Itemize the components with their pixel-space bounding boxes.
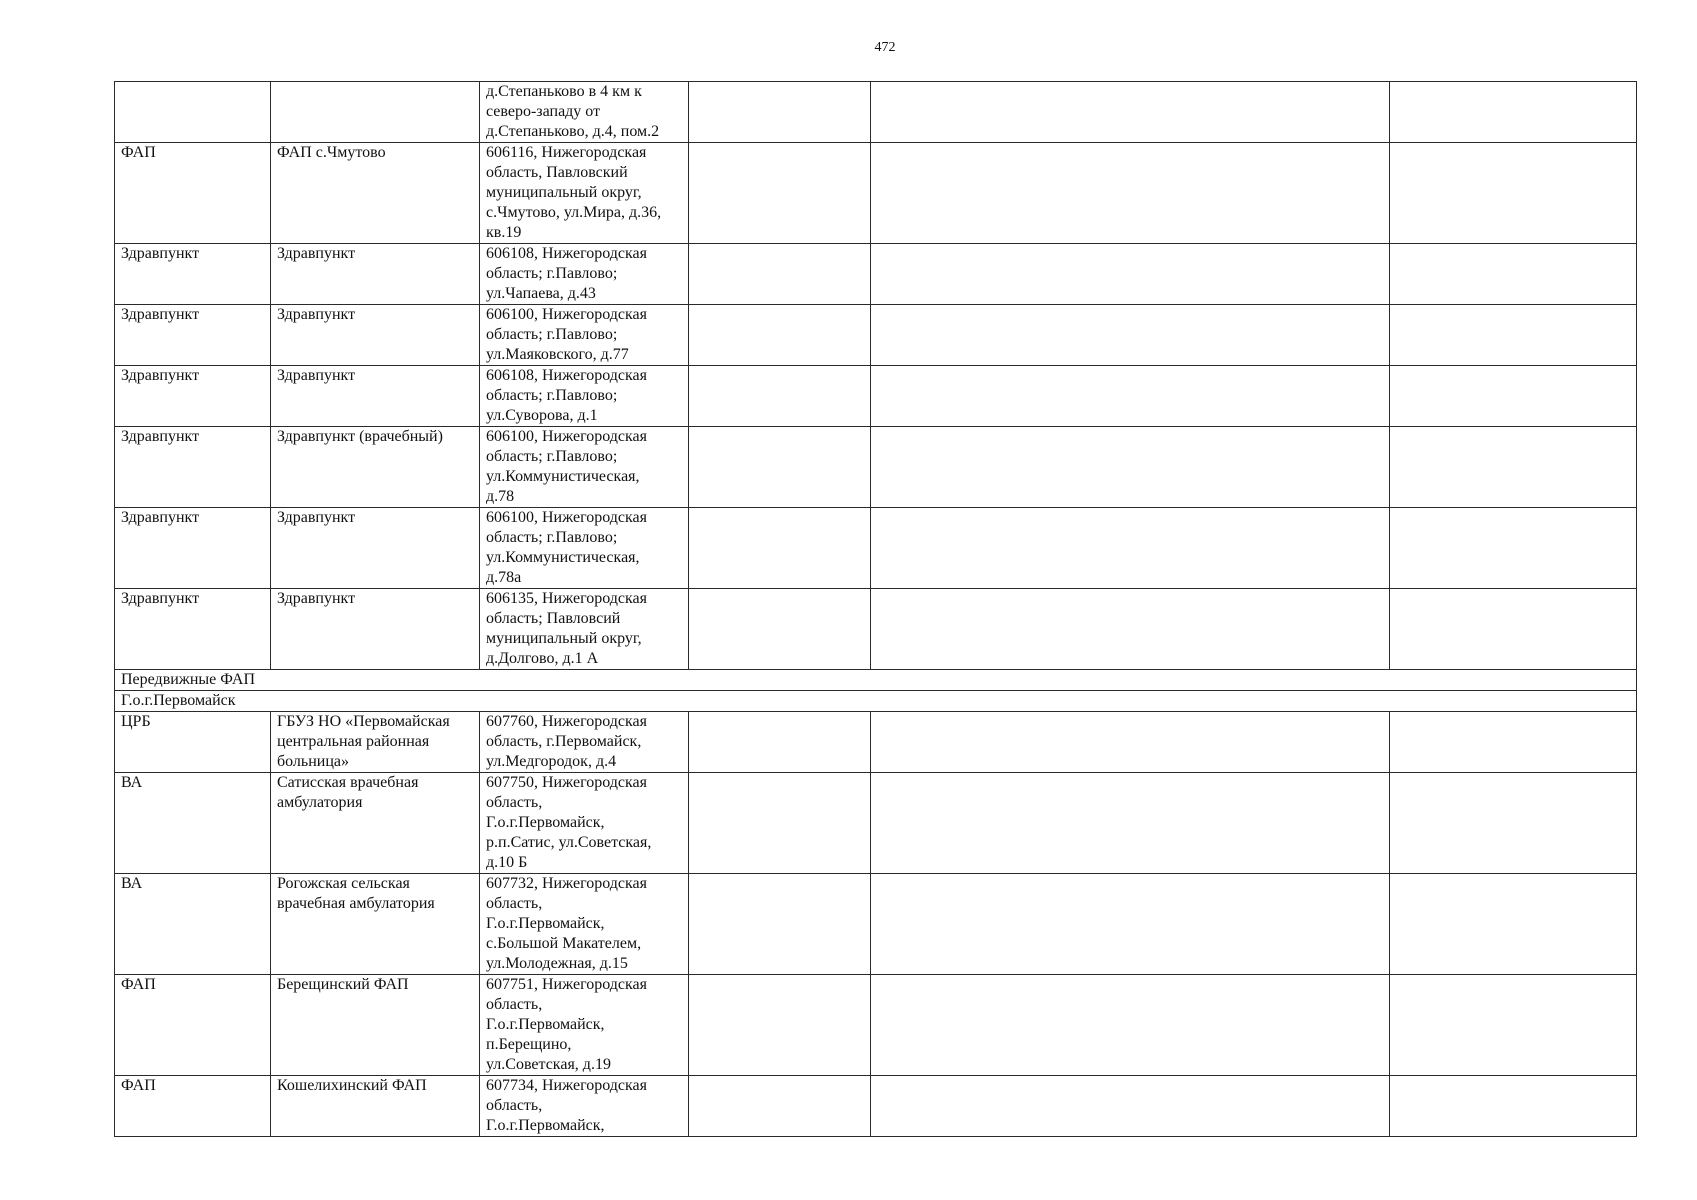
- facility-address-cell: 606135, Нижегородская область; Павловсий муниципальный округ, д.Долгово, д.1 А: [480, 589, 689, 670]
- empty-cell: [1390, 1076, 1637, 1137]
- empty-cell: [1390, 508, 1637, 589]
- table-row: [115, 975, 1637, 1076]
- facility-address-cell: 606100, Нижегородская область; г.Павлово; ул.Маяковского, д.77: [480, 305, 689, 366]
- table-row: [115, 589, 1637, 670]
- section-title: Передвижные ФАП: [115, 670, 1637, 691]
- table-row: [115, 712, 1637, 773]
- empty-cell: [1390, 143, 1637, 244]
- empty-cell: [1390, 244, 1637, 305]
- facility-address-cell: 606108, Нижегородская область; г.Павлово; ул.Чапаева, д.43: [480, 244, 689, 305]
- facility-type-cell: Здравпункт: [115, 244, 271, 305]
- facility-address-cell: 607750, Нижегородская область, Г.о.г.Первомайск, р.п.Сатис, ул.Советская, д.10 Б: [480, 773, 689, 874]
- facility-address-cell: 606108, Нижегородская область; г.Павлово; ул.Суворова, д.1: [480, 366, 689, 427]
- facility-type-cell: ВА: [115, 874, 271, 975]
- facility-address-cell: 607751, Нижегородская область, Г.о.г.Первомайск, п.Берещино, ул.Советская, д.19: [480, 975, 689, 1076]
- empty-cell: [1390, 589, 1637, 670]
- empty-cell: [871, 589, 1390, 670]
- facility-name-cell: Берещинский ФАП: [271, 975, 480, 1076]
- empty-cell: [1390, 366, 1637, 427]
- facility-type-cell: Здравпункт: [115, 305, 271, 366]
- facility-type-cell: Здравпункт: [115, 508, 271, 589]
- facility-name-cell: Здравпункт: [271, 508, 480, 589]
- facility-name-cell: Кошелихинский ФАП: [271, 1076, 480, 1137]
- facility-name-cell: Сатисская врачебная амбулатория: [271, 773, 480, 874]
- facility-name-cell: Здравпункт (врачебный): [271, 427, 480, 508]
- table-row: [115, 305, 1637, 366]
- facility-address-cell: 607734, Нижегородская область, Г.о.г.Первомайск,: [480, 1076, 689, 1137]
- table-row: [115, 427, 1637, 508]
- facility-type-cell: Здравпункт: [115, 366, 271, 427]
- section-header-row: [115, 670, 1637, 691]
- facility-type-cell: [115, 82, 271, 143]
- facility-type-cell: ФАП: [115, 143, 271, 244]
- table-row: [115, 82, 1637, 143]
- empty-cell: [689, 712, 871, 773]
- table-row: [115, 1076, 1637, 1137]
- facility-address-cell: 607760, Нижегородская область, г.Первомайск, ул.Медгородок, д.4: [480, 712, 689, 773]
- empty-cell: [689, 1076, 871, 1137]
- empty-cell: [871, 143, 1390, 244]
- facility-name-cell: Здравпункт: [271, 589, 480, 670]
- facility-type-cell: ЦРБ: [115, 712, 271, 773]
- empty-cell: [689, 305, 871, 366]
- empty-cell: [1390, 427, 1637, 508]
- empty-cell: [689, 975, 871, 1076]
- table-row: [115, 874, 1637, 975]
- facility-type-cell: Здравпункт: [115, 589, 271, 670]
- facility-address-cell: 606116, Нижегородская область, Павловский муниципальный округ, с.Чмутово, ул.Мира, д.36, кв.19: [480, 143, 689, 244]
- facility-name-cell: Здравпункт: [271, 366, 480, 427]
- table-row: [115, 143, 1637, 244]
- empty-cell: [689, 82, 871, 143]
- subsection-title: Г.о.г.Первомайск: [115, 691, 1637, 712]
- empty-cell: [689, 589, 871, 670]
- empty-cell: [689, 143, 871, 244]
- facility-type-cell: ФАП: [115, 975, 271, 1076]
- table-row: [115, 244, 1637, 305]
- facility-address-cell: 606100, Нижегородская область; г.Павлово; ул.Коммунистическая, д.78: [480, 427, 689, 508]
- facility-name-cell: Здравпункт: [271, 244, 480, 305]
- subsection-header-row: [115, 691, 1637, 712]
- empty-cell: [1390, 874, 1637, 975]
- table-row: [115, 508, 1637, 589]
- empty-cell: [689, 366, 871, 427]
- empty-cell: [871, 712, 1390, 773]
- facility-name-cell: Здравпункт: [271, 305, 480, 366]
- empty-cell: [871, 874, 1390, 975]
- facility-address-cell: 606100, Нижегородская область; г.Павлово; ул.Коммунистическая, д.78а: [480, 508, 689, 589]
- facilities-table-body: [115, 82, 1637, 1137]
- table-row: [115, 773, 1637, 874]
- empty-cell: [689, 508, 871, 589]
- empty-cell: [1390, 773, 1637, 874]
- empty-cell: [871, 508, 1390, 589]
- empty-cell: [1390, 975, 1637, 1076]
- empty-cell: [871, 773, 1390, 874]
- table-row: [115, 366, 1637, 427]
- facility-type-cell: ФАП: [115, 1076, 271, 1137]
- empty-cell: [1390, 712, 1637, 773]
- empty-cell: [689, 874, 871, 975]
- facility-address-cell: д.Степаньково в 4 км к северо-западу от д.Степаньково, д.4, пом.2: [480, 82, 689, 143]
- empty-cell: [689, 427, 871, 508]
- facility-name-cell: Рогожская сельская врачебная амбулатория: [271, 874, 480, 975]
- empty-cell: [1390, 305, 1637, 366]
- page-number: 472: [874, 40, 896, 55]
- empty-cell: [689, 773, 871, 874]
- empty-cell: [871, 366, 1390, 427]
- facility-type-cell: Здравпункт: [115, 427, 271, 508]
- empty-cell: [1390, 82, 1637, 143]
- empty-cell: [871, 427, 1390, 508]
- empty-cell: [689, 244, 871, 305]
- empty-cell: [871, 1076, 1390, 1137]
- empty-cell: [871, 975, 1390, 1076]
- facilities-table: [114, 81, 1637, 1137]
- facility-address-cell: 607732, Нижегородская область, Г.о.г.Первомайск, с.Большой Макателем, ул.Молодежная, д.15: [480, 874, 689, 975]
- facility-name-cell: ГБУЗ НО «Первомайская центральная районная больница»: [271, 712, 480, 773]
- facility-type-cell: ВА: [115, 773, 271, 874]
- empty-cell: [871, 82, 1390, 143]
- facility-name-cell: [271, 82, 480, 143]
- facility-name-cell: ФАП с.Чмутово: [271, 143, 480, 244]
- empty-cell: [871, 244, 1390, 305]
- empty-cell: [871, 305, 1390, 366]
